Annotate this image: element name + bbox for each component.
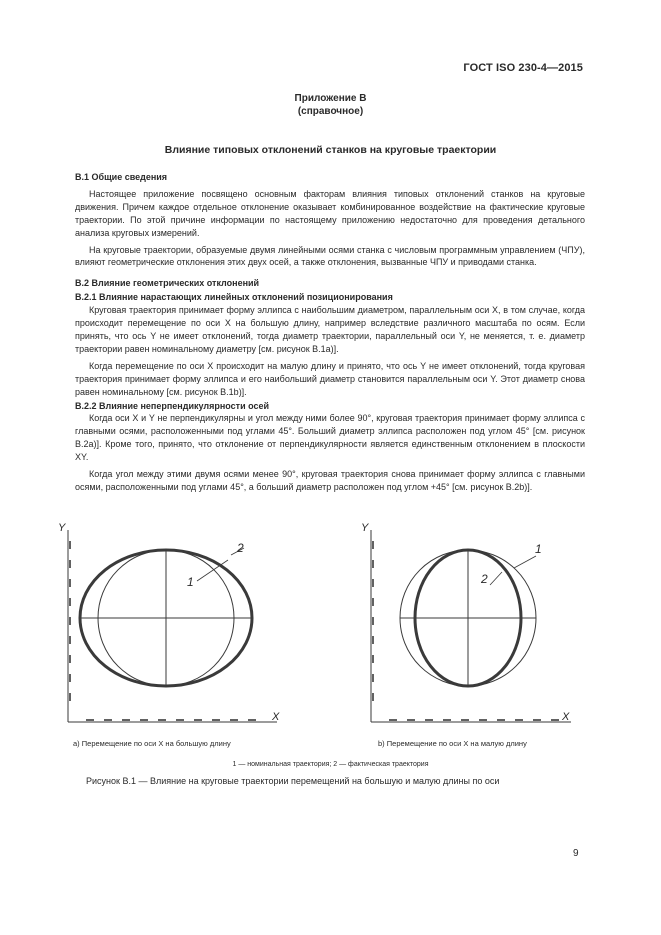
callout-b-2: 2: [481, 572, 488, 586]
paragraph-b1-2: На круговые траектории, образуемые двумя линейными осями станка с числовым программным управлением (ЧПУ), влияют геометрические отклонения этих двух осей, а также отклонения, вызванные ЧПУ и приводами станка.: [75, 244, 585, 268]
appendix-title: Приложение В: [294, 93, 367, 104]
leader-b-1: [514, 556, 536, 568]
callout-a-2: 2: [237, 541, 244, 555]
figure-title: Рисунок В.1 — Влияние на круговые траектории перемещений на большую и малую длины по оси: [86, 776, 500, 786]
leader-b-2: [490, 572, 502, 585]
callout-b-1: 1: [535, 542, 542, 556]
paragraph-b1-1: Настоящее приложение посвящено основным факторам влияния типовых отклонений станков на круговые движения. Причем каждое отдельное отклонение оказывает комбинированное воздействие на фактические круговые траектории. По этой причине информации по настоящему приложению недостаточно для проведения детального анализа круговых измерений.: [75, 188, 585, 238]
section-heading-b21: В.2.1 Влияние нарастающих линейных отклонений позиционирования: [75, 292, 393, 303]
caption-b: b) Перемещение по оси X на малую длину: [378, 739, 527, 748]
main-title: Влияние типовых отклонений станков на круговые траектории: [164, 144, 497, 156]
paragraph-b22-1: Когда оси X и Y не перпендикулярны и угол между ними более 90°, круговая траектория принимает форму эллипса с главными осями, расположенными под углами 45°. Больший диаметр эллипса расположен под углом 45° [см. рисунок В.2a)]. Кроме того, принято, что отклонение от перпендикулярности является единственным отклонением в плоскости XY.: [75, 413, 585, 463]
axis-a-y-label: Y: [58, 522, 66, 534]
callout-a-1: 1: [187, 575, 194, 589]
paragraph-b22-2: Когда угол между этими двумя осями менее 90°, круговая траектория снова принимает форму эллипса с главными осями, расположенными под углами 45°, а больший диаметр расположен под углом +45° [см. рисунок В.2b)].: [75, 469, 585, 492]
figure-legend: 1 — номинальная траектория; 2 — фактическая траектория: [232, 761, 429, 768]
axis-b-x-label: X: [562, 711, 570, 723]
caption-a: а) Перемещение по оси X на большую длину: [73, 739, 231, 748]
section-heading-b2: В.2 Влияние геометрических отклонений: [75, 278, 260, 289]
axis-a-x-label: X: [272, 711, 280, 723]
appendix-subtitle: (справочное): [297, 106, 364, 117]
section-heading-b22: В.2.2 Влияние неперпендикулярности осей: [75, 400, 270, 411]
paragraph-b21-2: Когда перемещение по оси X происходит на малую длину и принято, что ось Y не имеет отклонений, тогда круговая траектория принимает форму эллипса и его наибольший диаметр становится параллельным оси Y. Этот диаметр снова равен номинальному [см. рисунок В.1b)].: [75, 360, 585, 397]
page-number: 9: [573, 848, 579, 859]
standard-header: ГОСТ ISO 230-4—2015: [463, 62, 583, 74]
paragraph-b21-1: Круговая траектория принимает форму эллипса с наибольшим диаметром, параллельным оси X, в том случае, когда происходит перемещение по оси X на большую длину, например вследствие различного масштаба по осям. Если принять, что ось Y не имеет отклонений, тогда диаметр траектории, параллельный оси Y, не меняется, т. е. диаметр траектории равен номинальному диаметру [см. рисунок В.1a)].: [75, 305, 585, 354]
leader-a-1: [197, 560, 228, 581]
axis-b-y-label: Y: [361, 522, 369, 534]
section-heading-b1: В.1 Общие сведения: [75, 172, 168, 182]
